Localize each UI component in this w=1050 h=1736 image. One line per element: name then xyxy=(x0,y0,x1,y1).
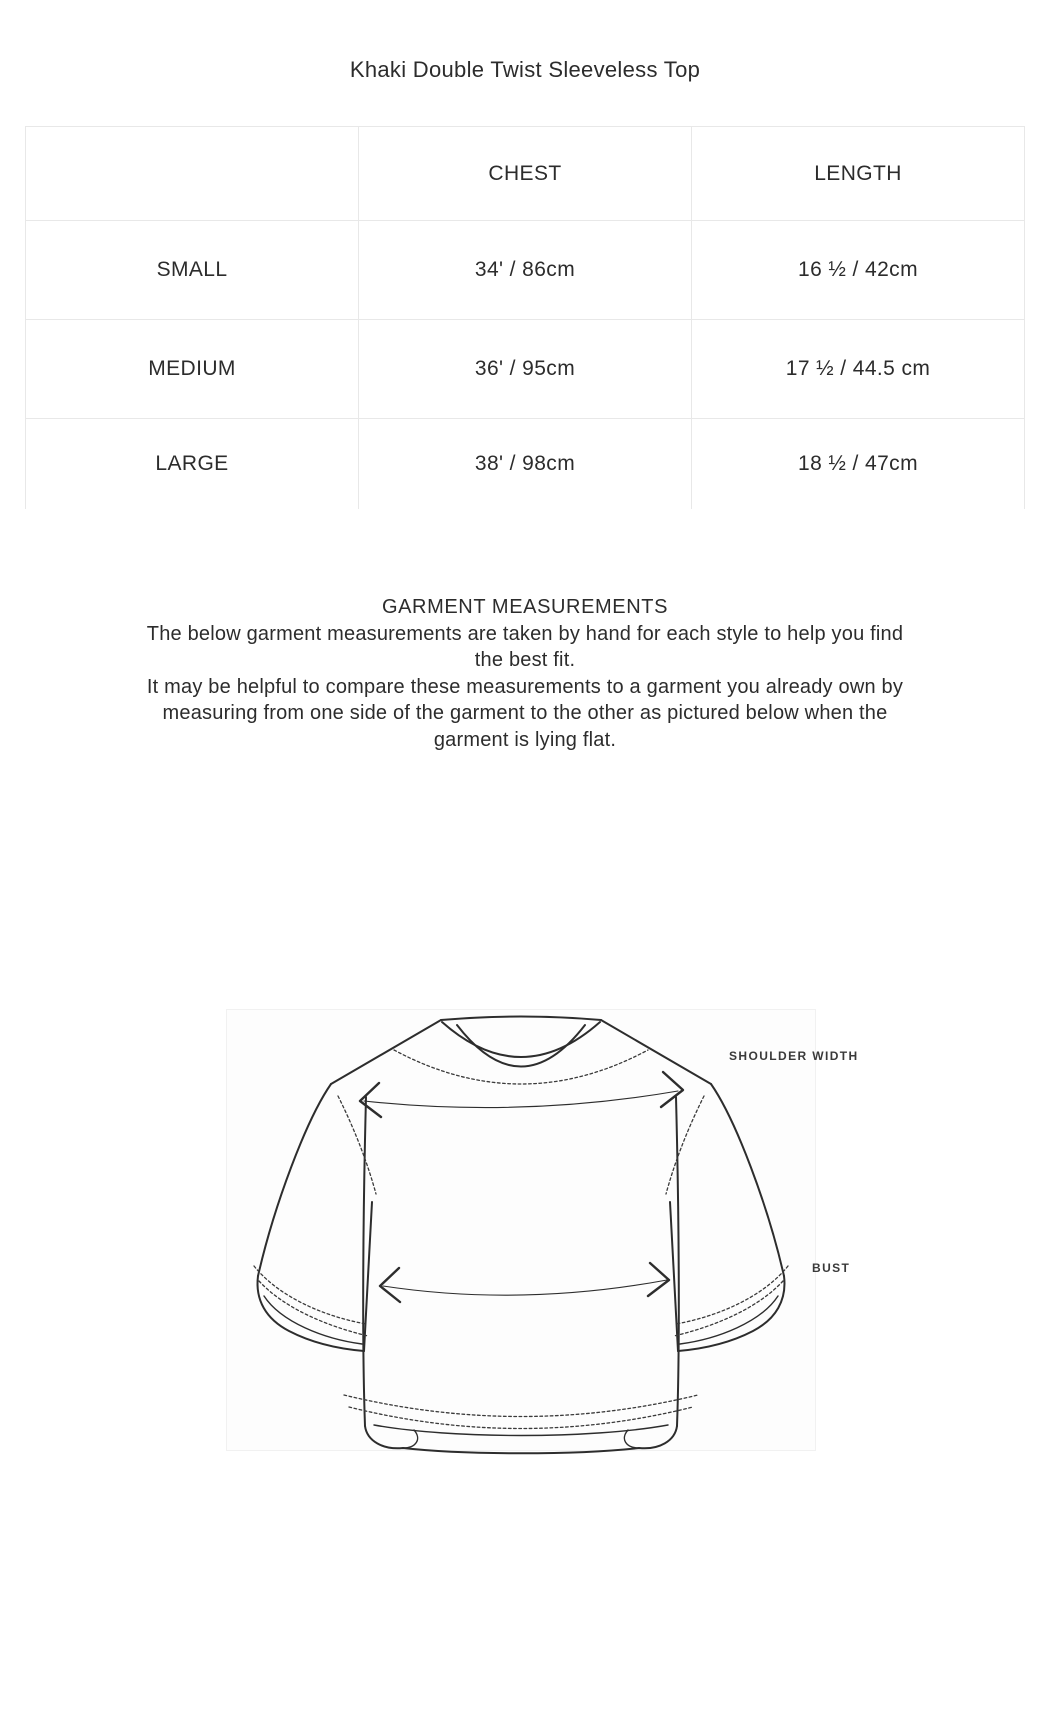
size-cell: SMALL xyxy=(26,221,359,320)
size-cell: LARGE xyxy=(26,419,359,510)
length-cell: 16 ½ / 42cm xyxy=(692,221,1025,320)
measurements-line: It may be helpful to compare these measurements to a garment you already own by xyxy=(146,675,904,698)
measurements-line: the best fit. xyxy=(474,649,576,671)
chest-cell: 34' / 86cm xyxy=(359,221,692,320)
length-cell: 18 ½ / 47cm xyxy=(692,419,1025,510)
measurements-line: garment is lying flat. xyxy=(433,728,617,751)
measurements-info xyxy=(85,594,965,753)
table-header-row xyxy=(26,127,1025,221)
page-title: Khaki Double Twist Sleeveless Top xyxy=(349,57,701,82)
table-row-small xyxy=(26,221,1025,320)
measurements-line: measuring from one side of the garment to the other as pictured below when the xyxy=(162,702,888,724)
garment-diagram xyxy=(0,1004,1050,1464)
size-column-header xyxy=(26,127,359,221)
chest-column-header: CHEST xyxy=(359,127,692,221)
measurements-line: The below garment measurements are taken by hand for each style to help you find xyxy=(146,622,904,645)
chest-cell: 36' / 95cm xyxy=(359,320,692,419)
shoulder-width-arrow xyxy=(360,1072,683,1117)
shoulder-width-label: SHOULDER WIDTH xyxy=(729,1049,859,1063)
chest-cell: 38' / 98cm xyxy=(359,419,692,510)
length-column-header: LENGTH xyxy=(692,127,1025,221)
length-cell: 17 ½ / 44.5 cm xyxy=(692,320,1025,419)
measurements-heading: GARMENT MEASUREMENTS xyxy=(381,596,669,618)
table-row-medium xyxy=(26,320,1025,419)
table-row-large xyxy=(26,419,1025,510)
bust-label: BUST xyxy=(812,1261,851,1275)
size-cell: MEDIUM xyxy=(26,320,359,419)
tshirt-line-drawing xyxy=(226,1004,816,1464)
bust-arrow xyxy=(380,1263,669,1302)
size-chart-table xyxy=(25,126,1025,509)
